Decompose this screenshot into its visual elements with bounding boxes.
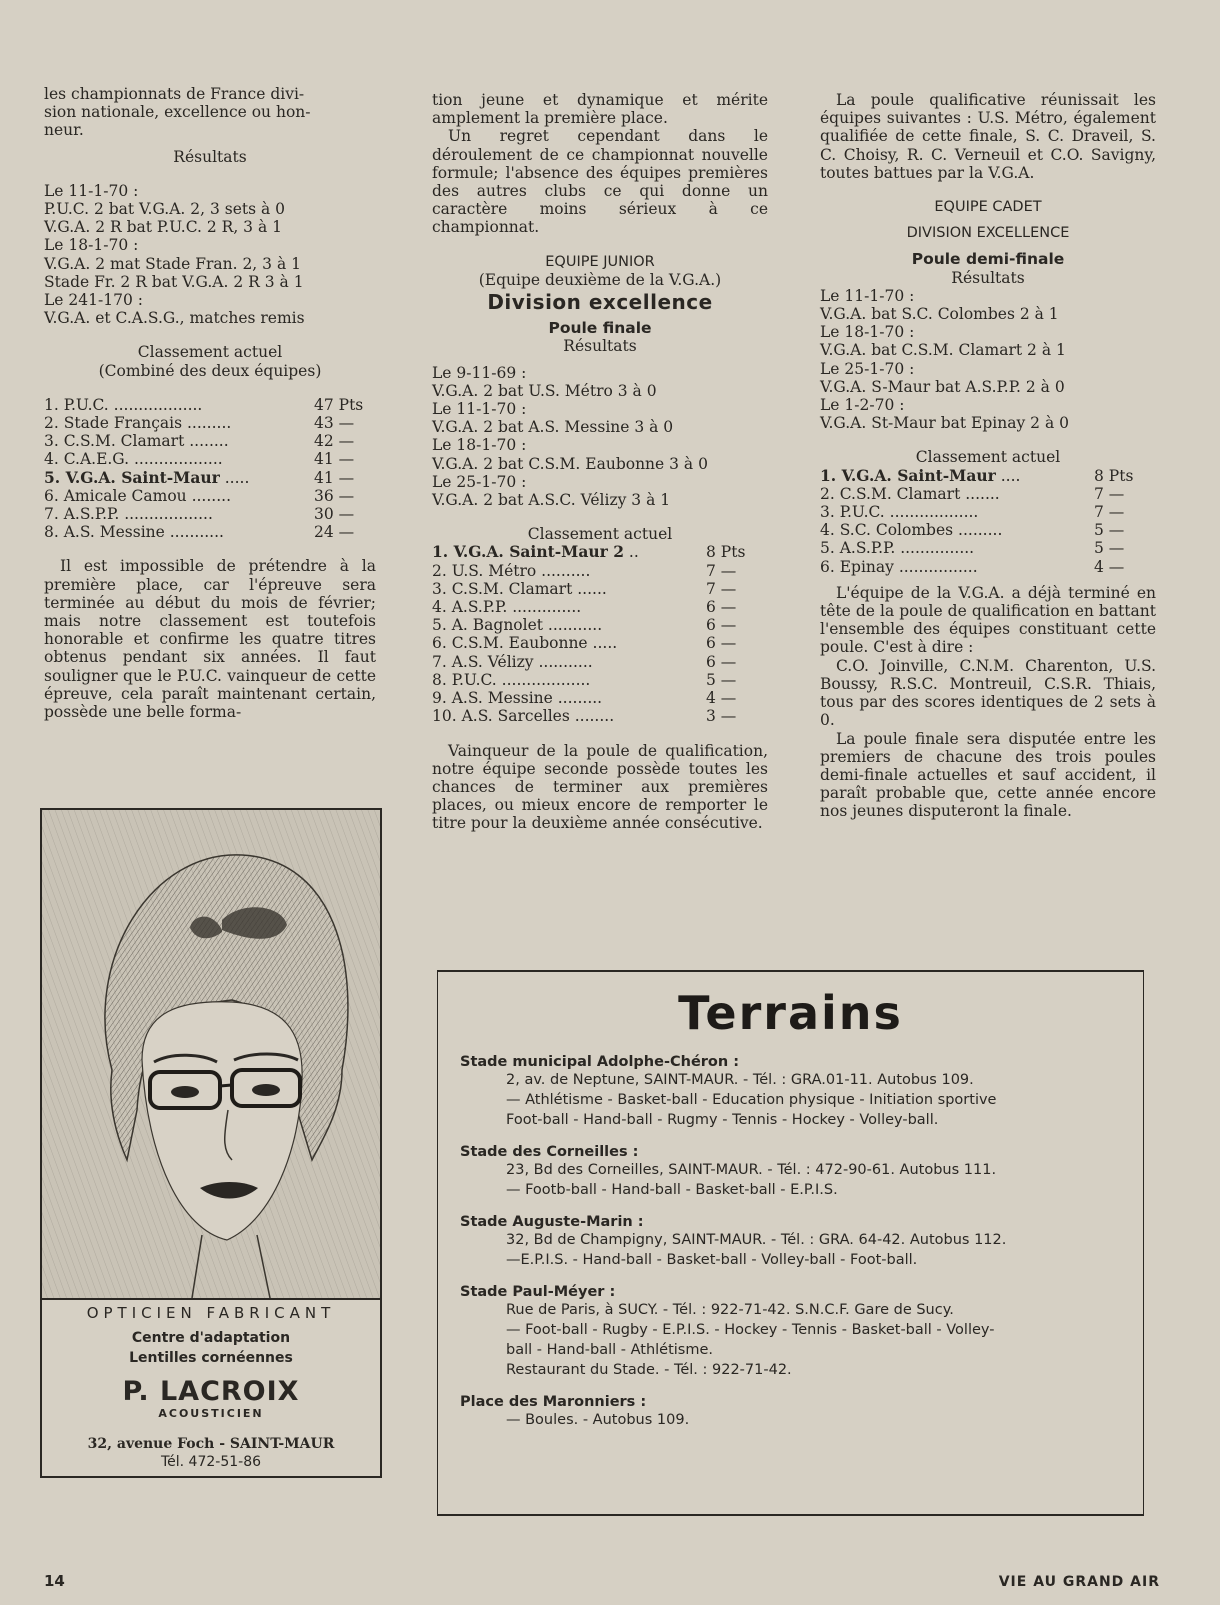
result-line: Le 241-170 : bbox=[44, 291, 143, 310]
team-points: 6 — bbox=[706, 634, 737, 653]
column-2 bbox=[432, 91, 768, 833]
result-line: V.G.A. St-Maur bat Epinay 2 à 0 bbox=[820, 414, 1069, 433]
results-heading: Résultats bbox=[563, 337, 637, 356]
woman-portrait-illustration bbox=[42, 810, 380, 1300]
leader-dots: .... bbox=[995, 466, 1021, 485]
division-heading: Division excellence bbox=[487, 290, 713, 315]
optician-advertisement bbox=[40, 808, 382, 1478]
result-line: Le 11-1-70 : bbox=[432, 400, 527, 419]
paragraph-1: L'équipe de la V.G.A. a déjà terminé en tête de la poule de qualification en battant l'ensemble des équipes constituant cette poule. C'est à dire : bbox=[820, 583, 1156, 657]
team-points: 8 Pts bbox=[706, 543, 746, 562]
team-name: 2. U.S. Métro bbox=[432, 561, 537, 580]
result-line: Le 11-1-70 : bbox=[820, 286, 915, 305]
team-name: 9. A.S. Messine bbox=[432, 689, 553, 708]
column-3 bbox=[820, 91, 1156, 821]
leader-dots: .................. bbox=[496, 670, 591, 689]
ranking-row bbox=[432, 707, 768, 725]
paragraph: Vainqueur de la poule de qualification, notre équipe seconde possède toutes les chances de terminer aux premières places, ou mieux encore de remporter le titre pour la deuxième année consécutive. bbox=[432, 741, 768, 833]
venue-detail: — Athlétisme - Basket-ball - Education physique - Initiation sportive bbox=[506, 1092, 997, 1108]
leader-dots: ........... bbox=[543, 616, 603, 635]
terrains-title: Terrains bbox=[678, 986, 903, 1040]
ranking-row bbox=[44, 414, 376, 432]
result-line: Le 25-1-70 : bbox=[432, 472, 527, 491]
leader-dots: ......... bbox=[182, 414, 232, 433]
leader-dots: ......... bbox=[953, 521, 1003, 540]
result-line: V.G.A. 2 bat C.S.M. Eaubonne 3 à 0 bbox=[432, 454, 708, 473]
team-points: 36 — bbox=[314, 486, 355, 505]
ranking-table bbox=[44, 396, 376, 542]
intro-line: neur. bbox=[44, 121, 84, 140]
paragraph: Il est impossible de prétendre à la première place, car l'épreuve sera terminée au début du mois de février; mais notre classement est toutefois honorable et confirme les quatre titres obtenus pendant six années. Il faut souligner que le P.U.C. vainqueur de cette épreuve, cela paraît maintenant certain, possède une belle forma- bbox=[44, 557, 376, 722]
leader-dots: .............. bbox=[507, 598, 582, 617]
team-points: 5 — bbox=[706, 670, 737, 689]
venue-detail: — Footb-ball - Hand-ball - Basket-ball - E.P.I.S. bbox=[506, 1182, 838, 1198]
team-name: 7. A.S.P.P. bbox=[44, 505, 120, 524]
ranking-subheading: (Combiné des deux équipes) bbox=[98, 361, 322, 380]
team-name: 1. P.U.C. bbox=[44, 395, 109, 414]
venue-name: Place des Maronniers : bbox=[460, 1394, 647, 1410]
team-name: 4. A.S.P.P. bbox=[432, 598, 508, 617]
ranking-row bbox=[432, 634, 768, 652]
team-name: 10. A.S. Sarcelles bbox=[432, 707, 570, 726]
team-points: 42 — bbox=[314, 432, 355, 451]
venue-detail: — Boules. - Autobus 109. bbox=[506, 1412, 690, 1428]
result-line: V.G.A. 2 bat A.S. Messine 3 à 0 bbox=[432, 418, 674, 437]
ad-address: 32, avenue Foch - SAINT-MAUR bbox=[87, 1436, 335, 1452]
leader-dots: .. bbox=[624, 543, 639, 562]
venue-detail: 32, Bd de Champigny, SAINT-MAUR. - Tél. : GRA. 64-42. Autobus 112. bbox=[506, 1232, 1007, 1248]
result-line: V.G.A. 2 bat U.S. Métro 3 à 0 bbox=[432, 381, 657, 400]
ranking-table bbox=[432, 543, 768, 725]
results-list bbox=[44, 182, 376, 328]
team-points: 7 — bbox=[1094, 484, 1125, 503]
team-points: 41 — bbox=[314, 468, 355, 487]
ranking-row bbox=[432, 689, 768, 707]
ranking-row bbox=[432, 543, 768, 561]
paragraph-3: La poule finale sera disputée entre les premiers de chacune des trois poules demi-finale actuelles et sauf accident, il paraît probable que, cette année encore nos jeunes disputeront la finale. bbox=[820, 729, 1156, 821]
intro-line: sion nationale, excellence ou hon- bbox=[44, 103, 311, 122]
intro-line: les championnats de France divi- bbox=[44, 85, 305, 103]
venue-name: Stade Auguste-Marin : bbox=[460, 1214, 644, 1230]
leader-dots: ..... bbox=[219, 468, 250, 487]
team-name: 5. V.G.A. Saint-Maur bbox=[44, 467, 220, 487]
venue bbox=[460, 1144, 1143, 1200]
results-list bbox=[432, 364, 768, 510]
team-points: 4 — bbox=[1094, 557, 1125, 576]
venue bbox=[460, 1394, 1143, 1430]
venue-detail: 23, Bd des Corneilles, SAINT-MAUR. - Tél. : 472-90-61. Autobus 111. bbox=[506, 1162, 997, 1178]
team-name: 5. A. Bagnolet bbox=[432, 616, 543, 635]
portrait-drawing bbox=[42, 810, 380, 1298]
team-name: 4. S.C. Colombes bbox=[820, 521, 954, 540]
ranking-row bbox=[44, 450, 376, 468]
ad-name: P. LACROIX bbox=[122, 1376, 300, 1407]
leader-dots: ...... bbox=[572, 579, 607, 598]
venue-detail: —E.P.I.S. - Hand-ball - Basket-ball - Volley-ball - Foot-ball. bbox=[506, 1252, 918, 1268]
advertisement-text bbox=[42, 1300, 380, 1470]
leader-dots: ......... bbox=[552, 689, 603, 708]
team-points: 7 — bbox=[706, 579, 737, 598]
result-line: V.G.A. 2 R bat P.U.C. 2 R, 3 à 1 bbox=[44, 218, 282, 237]
leader-dots: ........... bbox=[533, 652, 593, 671]
team-points: 5 — bbox=[1094, 539, 1125, 558]
ranking-row bbox=[432, 598, 768, 616]
result-line: Le 9-11-69 : bbox=[432, 363, 527, 382]
venue-detail: Rue de Paris, à SUCY. - Tél. : 922-71-42. S.N.C.F. Gare de Sucy. bbox=[506, 1302, 954, 1318]
result-line: V.G.A. et C.A.S.G., matches remis bbox=[44, 309, 305, 328]
team-name: 7. A.S. Vélizy bbox=[432, 652, 534, 671]
ranking-row bbox=[44, 505, 376, 523]
team-points: 5 — bbox=[1094, 521, 1125, 540]
venue-detail: 2, av. de Neptune, SAINT-MAUR. - Tél. : GRA.01-11. Autobus 109. bbox=[506, 1072, 974, 1088]
team-name: 4. C.A.E.G. bbox=[44, 450, 130, 469]
result-line: Stade Fr. 2 R bat V.G.A. 2 R 3 à 1 bbox=[44, 272, 304, 291]
team-points: 7 — bbox=[706, 561, 737, 580]
ranking-heading: Classement actuel bbox=[137, 343, 283, 362]
venue bbox=[460, 1054, 1143, 1130]
team-name: 2. C.S.M. Clamart bbox=[820, 484, 961, 503]
result-line: Le 18-1-70 : bbox=[820, 323, 915, 342]
venue-detail: Foot-ball - Hand-ball - Rugmy - Tennis - Hockey - Volley-ball. bbox=[506, 1112, 939, 1128]
team-heading: EQUIPE JUNIOR bbox=[545, 253, 655, 270]
ranking-row bbox=[432, 653, 768, 671]
team-heading: EQUIPE CADET bbox=[934, 199, 1042, 216]
ad-phone: Tél. 472-51-86 bbox=[160, 1454, 262, 1470]
result-line: V.G.A. 2 mat Stade Fran. 2, 3 à 1 bbox=[44, 254, 301, 273]
team-name: 6. Amicale Camou bbox=[44, 486, 187, 505]
result-line: Le 18-1-70 : bbox=[432, 436, 527, 455]
division-heading: DIVISION EXCELLENCE bbox=[906, 225, 1070, 242]
venue-name: Stade municipal Adolphe-Chéron : bbox=[460, 1054, 740, 1070]
team-points: 41 — bbox=[314, 450, 355, 469]
continued-text: tion jeune et dynamique et mérite amplement la première place. bbox=[432, 91, 768, 128]
team-name: 2. Stade Français bbox=[44, 414, 183, 433]
leader-dots: ................ bbox=[893, 557, 978, 576]
ranking-row bbox=[820, 521, 1156, 539]
leader-dots: ........ bbox=[186, 486, 231, 505]
team-points: 6 — bbox=[706, 616, 737, 635]
leader-dots: ........ bbox=[184, 432, 229, 451]
result-line: Le 1-2-70 : bbox=[820, 396, 905, 415]
team-points: 30 — bbox=[314, 505, 355, 524]
team-points: 6 — bbox=[706, 652, 737, 671]
venue bbox=[460, 1284, 1143, 1380]
ad-tagline: OPTICIEN FABRICANT bbox=[86, 1304, 336, 1322]
result-line: Le 11-1-70 : bbox=[44, 181, 139, 200]
ranking-heading: Classement actuel bbox=[527, 525, 673, 544]
team-points: 47 Pts bbox=[314, 395, 364, 414]
paragraph-2: C.O. Joinville, C.N.M. Charenton, U.S. Boussy, R.S.C. Montreuil, C.S.R. Thiais, tous par des scores identiques de 2 sets à 0. bbox=[820, 656, 1156, 730]
results-heading: Résultats bbox=[951, 268, 1025, 287]
leader-dots: .................. bbox=[119, 505, 213, 524]
pool-heading: Poule finale bbox=[548, 319, 652, 338]
leader-dots: ....... bbox=[960, 484, 1000, 503]
leader-dots: .................. bbox=[129, 450, 223, 469]
ranking-row bbox=[44, 396, 376, 414]
venue-detail: — Foot-ball - Rugby - E.P.I.S. - Hockey - Tennis - Basket-ball - Volley- bbox=[506, 1322, 995, 1338]
team-name: 1. V.G.A. Saint-Maur 2 bbox=[432, 542, 624, 562]
magazine-name: VIE AU GRAND AIR bbox=[998, 1574, 1160, 1590]
result-line: Le 18-1-70 : bbox=[44, 236, 139, 255]
ranking-row bbox=[432, 616, 768, 634]
team-name: 3. P.U.C. bbox=[820, 503, 885, 522]
team-name: 8. A.S. Messine bbox=[44, 523, 165, 542]
leader-dots: ........... bbox=[164, 523, 224, 542]
terrains-box bbox=[437, 970, 1144, 1516]
ranking-row bbox=[820, 503, 1156, 521]
team-points: 24 — bbox=[314, 523, 355, 542]
intro-text bbox=[44, 85, 376, 140]
pool-heading: Poule demi-finale bbox=[911, 250, 1065, 269]
team-points: 4 — bbox=[706, 689, 737, 708]
venue-detail: Restaurant du Stade. - Tél. : 922-71-42. bbox=[506, 1362, 792, 1378]
result-line: V.G.A. S-Maur bat A.S.P.P. 2 à 0 bbox=[820, 377, 1065, 396]
team-name: 8. P.U.C. bbox=[432, 670, 497, 689]
result-line: V.G.A. bat C.S.M. Clamart 2 à 1 bbox=[820, 341, 1066, 360]
ranking-row bbox=[44, 487, 376, 505]
ranking-heading: Classement actuel bbox=[915, 448, 1061, 467]
team-name: 3. C.S.M. Clamart bbox=[432, 579, 573, 598]
team-points: 8 Pts bbox=[1094, 466, 1134, 485]
ranking-row bbox=[44, 469, 376, 487]
venue-detail: ball - Hand-ball - Athlétisme. bbox=[506, 1342, 714, 1358]
ad-service-2: Lentilles cornéennes bbox=[129, 1350, 293, 1366]
ranking-row bbox=[432, 562, 768, 580]
leader-dots: .................. bbox=[884, 503, 979, 522]
venue-name: Stade des Corneilles : bbox=[460, 1144, 639, 1160]
ranking-row bbox=[44, 523, 376, 541]
results-heading: Résultats bbox=[173, 147, 247, 166]
team-name: 1. V.G.A. Saint-Maur bbox=[820, 465, 996, 485]
team-name: 6. Epinay bbox=[820, 557, 894, 576]
team-points: 6 — bbox=[706, 598, 737, 617]
venue-name: Stade Paul-Méyer : bbox=[460, 1284, 616, 1300]
ranking-row bbox=[44, 432, 376, 450]
column-1 bbox=[44, 85, 376, 721]
ranking-table bbox=[820, 467, 1156, 576]
results-list bbox=[820, 287, 1156, 433]
ranking-row bbox=[820, 485, 1156, 503]
venue bbox=[460, 1214, 1143, 1270]
ranking-row bbox=[820, 467, 1156, 485]
ad-service-1: Centre d'adaptation bbox=[131, 1330, 291, 1346]
ad-title: ACOUSTICIEN bbox=[158, 1407, 264, 1420]
result-line: P.U.C. 2 bat V.G.A. 2, 3 sets à 0 bbox=[44, 200, 286, 219]
leader-dots: ........ bbox=[569, 707, 615, 726]
page-number: 14 bbox=[44, 1572, 65, 1590]
ranking-row bbox=[432, 580, 768, 598]
leader-dots: .......... bbox=[536, 561, 591, 580]
team-points: 3 — bbox=[706, 707, 737, 726]
team-name: 3. C.S.M. Clamart bbox=[44, 432, 185, 451]
result-line: V.G.A. 2 bat A.S.C. Vélizy 3 à 1 bbox=[432, 491, 671, 510]
leader-dots: .................. bbox=[108, 395, 203, 414]
leader-dots: ............... bbox=[895, 539, 975, 558]
venues-list bbox=[438, 1054, 1143, 1430]
result-line: Le 25-1-70 : bbox=[820, 359, 915, 378]
team-name: 5. A.S.P.P. bbox=[820, 539, 896, 558]
team-subheading: (Equipe deuxième de la V.G.A.) bbox=[478, 270, 722, 289]
ranking-row bbox=[432, 671, 768, 689]
regret-paragraph: Un regret cependant dans le déroulement de ce championnat nouvelle formule; l'absence des équipes premières des autres clubs ce qui donne un caractère moins sérieux à ce championnat. bbox=[432, 127, 768, 237]
team-points: 43 — bbox=[314, 414, 355, 433]
ranking-row bbox=[820, 539, 1156, 557]
result-line: V.G.A. bat S.C. Colombes 2 à 1 bbox=[820, 305, 1059, 324]
team-name: 6. C.S.M. Eaubonne bbox=[432, 634, 588, 653]
leader-dots: ..... bbox=[587, 634, 618, 653]
team-points: 7 — bbox=[1094, 503, 1125, 522]
intro-paragraph: La poule qualificative réunissait les équipes suivantes : U.S. Métro, également qualifiée de cette finale, S. C. Draveil, S. C. Choisy, R. C. Verneuil et C.O. Savigny, toutes battues par la V.G.A. bbox=[820, 91, 1156, 182]
ranking-row bbox=[820, 558, 1156, 576]
